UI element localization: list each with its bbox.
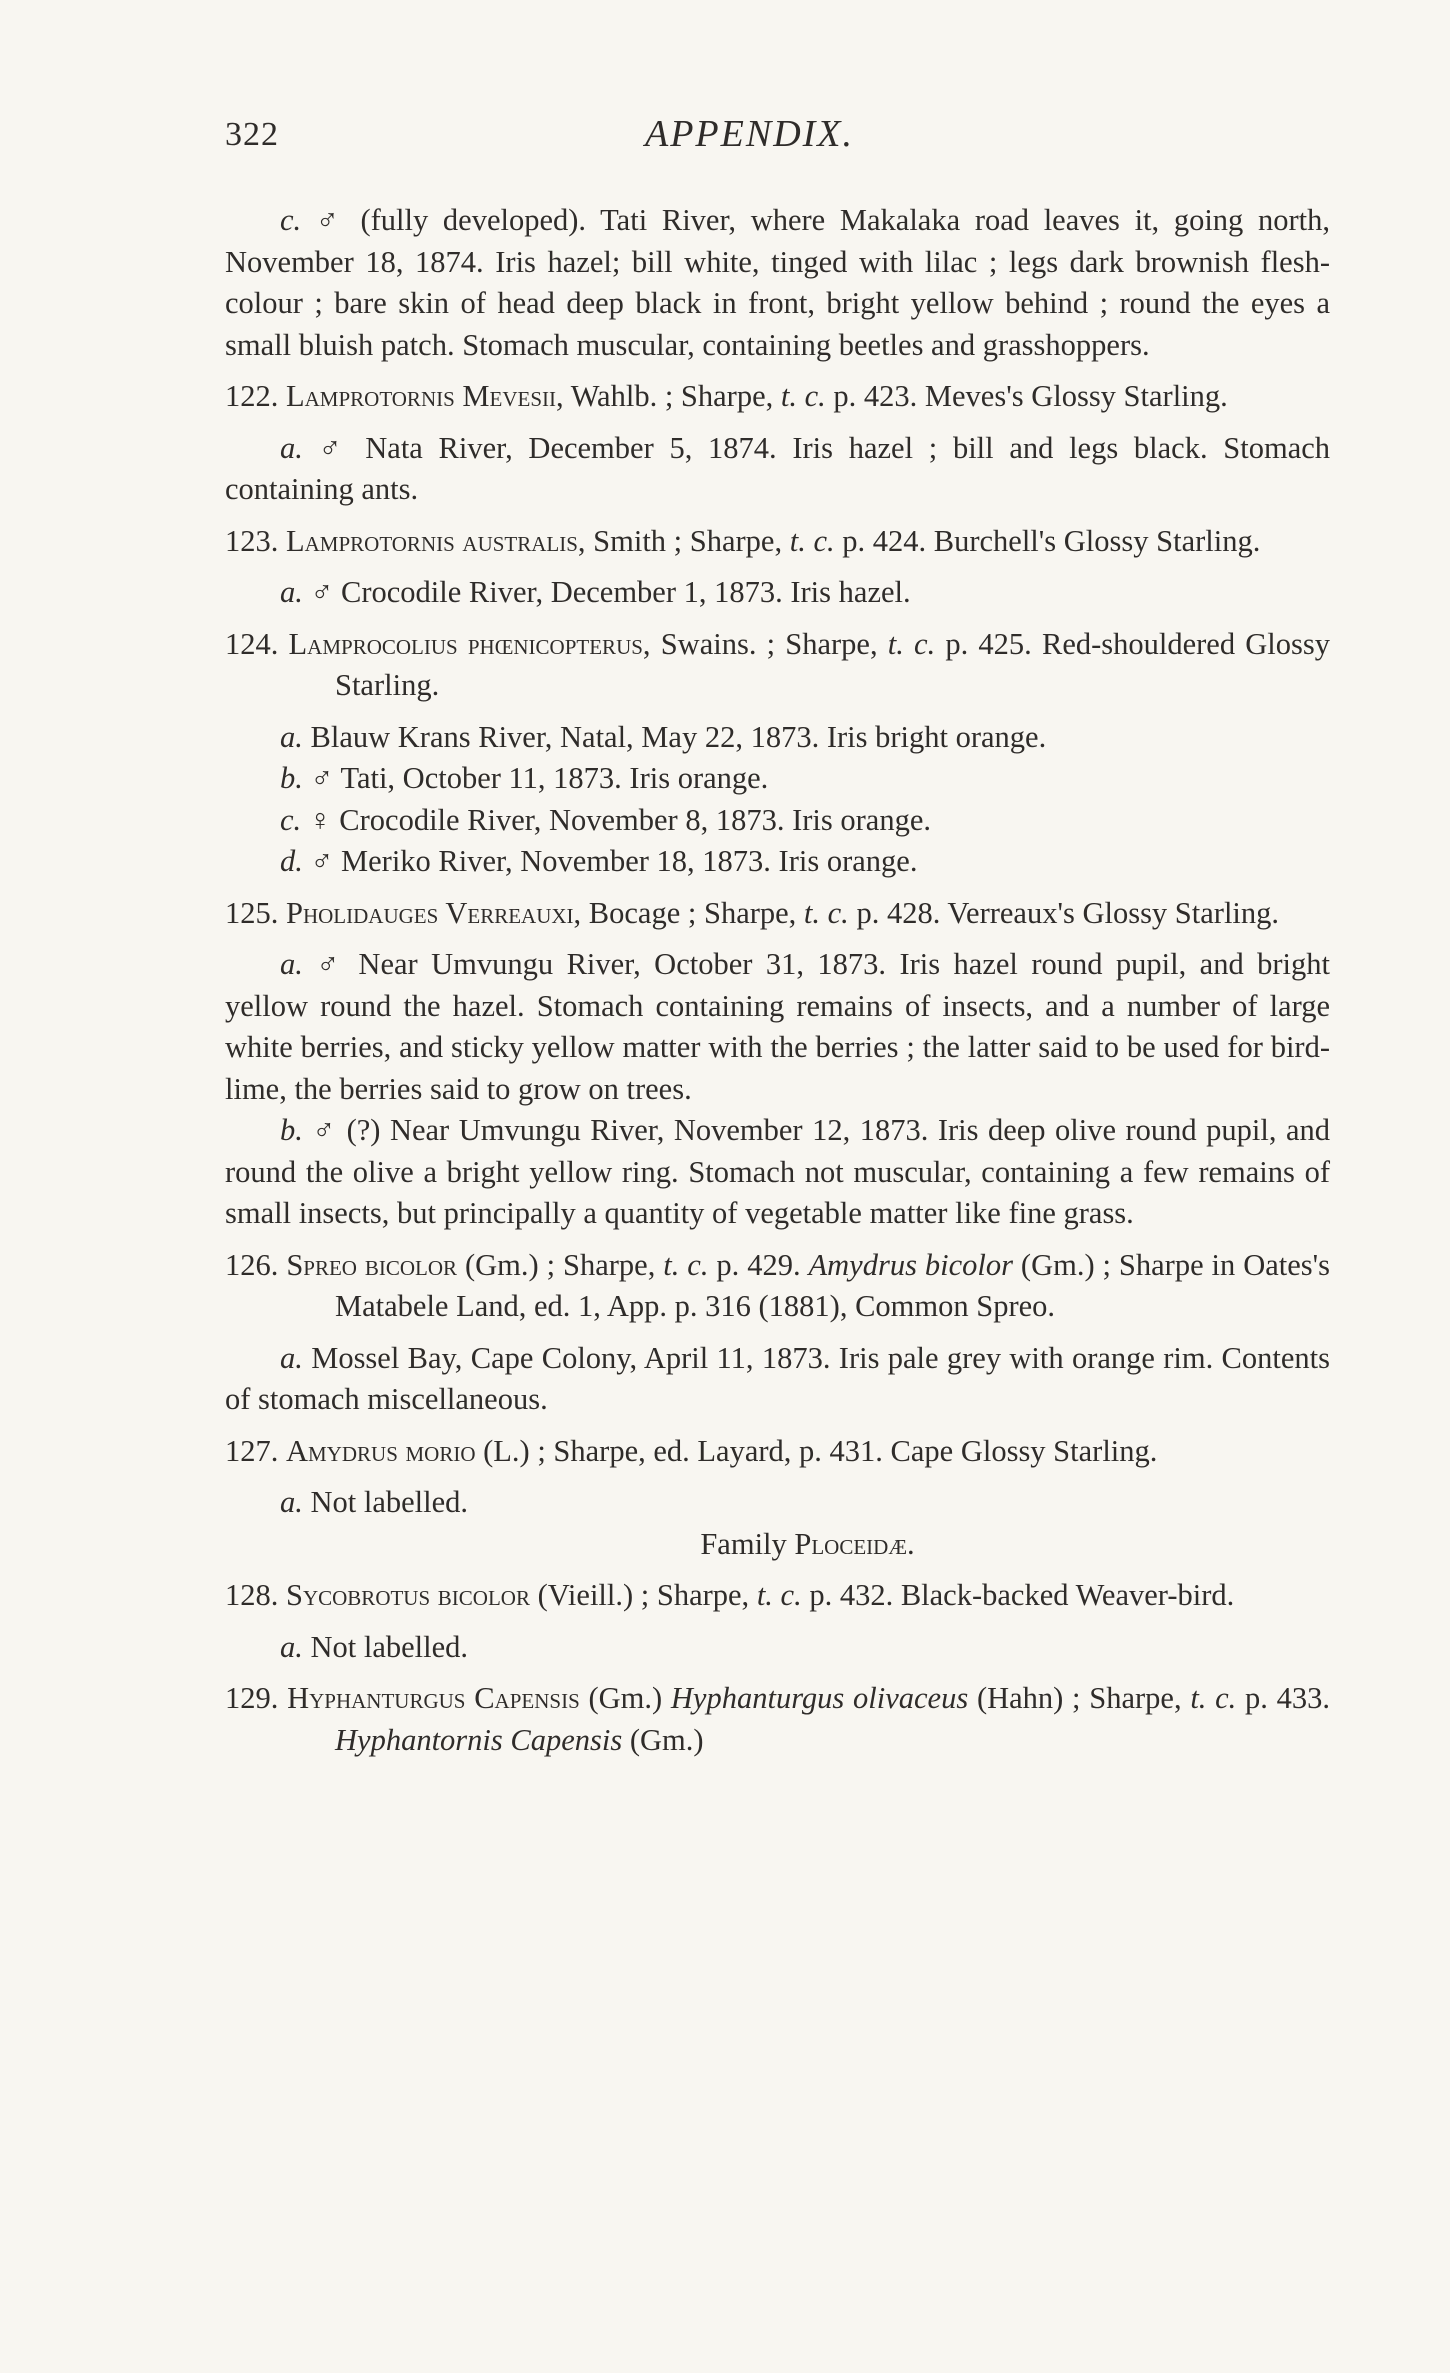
specimen-letter: a. <box>280 430 303 465</box>
specimen-text: Blauw Krans River, Natal, May 22, 1873. Iris bright orange. <box>302 719 1047 754</box>
specimen-entry <box>225 800 1330 842</box>
tc-abbrev: t. c. <box>756 1578 802 1612</box>
specimen-text: Nata River, December 5, 1874. Iris hazel ; bill and legs black. Stomach containing ants. <box>225 430 1331 506</box>
specimen-text: Not labelled. <box>302 1485 469 1519</box>
species-text: p. 433. <box>1236 1681 1331 1715</box>
family-label: Family <box>700 1526 795 1561</box>
species-entry <box>225 1245 1330 1328</box>
species-name: Lamprotornis Mevesii <box>286 379 557 413</box>
family-heading <box>225 1524 1330 1566</box>
specimen-letter: c. <box>280 203 302 237</box>
specimen-letter: a. <box>280 1629 303 1664</box>
species-entry <box>225 624 1330 707</box>
tc-abbrev: t. c. <box>803 895 849 930</box>
specimen-letter: b. <box>280 1113 303 1147</box>
tc-abbrev: t. c. <box>780 379 826 413</box>
species-entry <box>225 376 1330 418</box>
specimen-entry <box>225 572 1330 614</box>
specimen-entry <box>225 1338 1330 1421</box>
page-number: 322 <box>225 116 279 153</box>
species-number: 127. <box>225 1433 279 1468</box>
synonym-name: Amydrus bicolor <box>808 1247 1013 1282</box>
specimen-text: Crocodile River, December 1, 1873. Iris hazel. <box>333 575 911 609</box>
synonym-name: Hyphantornis Capensis <box>335 1722 623 1757</box>
specimen-text: Near Umvungu River, October 31, 1873. Iris hazel round pupil, and bright yellow round the hazel. Stomach containing remains of insects, and a number of large white berries, and sticky yellow matter with the berries ; the latter said to be used for bird-lime, the berries said to grow on trees. <box>225 947 1330 1106</box>
male-symbol: ♂ <box>316 947 345 981</box>
specimen-text: Mossel Bay, Cape Colony, April 11, 1873. Iris pale grey with orange rim. Contents of stomach miscellaneous. <box>225 1340 1330 1416</box>
specimen-entry <box>225 428 1330 511</box>
specimen-entry <box>225 1110 1330 1235</box>
running-head <box>225 112 1330 162</box>
specimen-letter: d. <box>280 844 303 878</box>
family-name: Ploceidæ. <box>794 1526 915 1561</box>
species-number: 124. <box>225 626 279 661</box>
specimen-entry <box>225 200 1330 366</box>
species-text: p. 424. Burchell's Glossy Starling. <box>834 523 1261 558</box>
species-text: (Gm.) <box>579 1681 671 1715</box>
species-number: 129. <box>225 1681 279 1715</box>
tc-abbrev: t. c. <box>1190 1681 1237 1715</box>
specimen-entry <box>225 1482 1330 1524</box>
species-text: p. 432. Black-backed Weaver-bird. <box>801 1578 1235 1612</box>
species-text: , Wahlb. ; Sharpe, <box>556 379 781 413</box>
species-text: , Swains. ; Sharpe, <box>642 626 888 661</box>
specimen-text: (?) Near Umvungu River, November 12, 1873. Iris deep olive round pupil, and round the olive a bright yellow ring. Stomach not muscular, containing a few remains of small insects, but principally a quantity of vegetable matter like fine grass. <box>225 1113 1331 1230</box>
specimen-entry <box>225 758 1330 800</box>
species-text: (Vieill.) ; Sharpe, <box>529 1578 757 1612</box>
species-name: Hyphanturgus Capensis <box>287 1681 580 1715</box>
specimen-letter: a. <box>280 719 303 754</box>
species-name: Amydrus morio <box>286 1433 476 1468</box>
female-symbol: ♀ <box>308 802 332 837</box>
specimen-text: (fully developed). Tati River, where Makalaka road leaves it, going north, November 18, 1874. Iris hazel; bill white, tinged with lilac ; legs dark brownish flesh-colour ; bare skin of head deep black in front, bright yellow behind ; round the eyes a small bluish patch. Stomach muscular, containing beetles and grasshoppers. <box>225 203 1331 362</box>
species-text: (Gm.) <box>622 1722 704 1757</box>
species-entry <box>225 1431 1330 1473</box>
species-name: Pholidauges Verreauxi <box>286 895 574 930</box>
specimen-text: Tati, October 11, 1873. Iris orange. <box>333 761 769 795</box>
tc-abbrev: t. c. <box>789 523 835 558</box>
species-text: , Bocage ; Sharpe, <box>573 895 804 930</box>
running-head-title: APPENDIX. <box>645 113 855 155</box>
specimen-text: Crocodile River, November 8, 1873. Iris orange. <box>331 802 931 837</box>
page-body <box>225 200 1330 1771</box>
species-name: Lamprotornis australis <box>286 523 578 558</box>
species-number: 123. <box>225 523 279 558</box>
tc-abbrev: t. c. <box>663 1247 709 1282</box>
specimen-text: Not labelled. <box>302 1629 469 1664</box>
species-text: p. 428. Verreaux's Glossy Starling. <box>848 895 1280 930</box>
male-symbol: ♂ <box>310 761 334 795</box>
species-entry <box>225 521 1330 563</box>
specimen-letter: c. <box>280 802 302 837</box>
species-text: (Gm.) ; Sharpe, <box>457 1247 664 1282</box>
specimen-letter: a. <box>280 1485 303 1519</box>
species-number: 128. <box>225 1578 279 1612</box>
species-text: p. 429. <box>708 1247 809 1282</box>
male-symbol: ♂ <box>318 430 350 465</box>
male-symbol: ♂ <box>310 844 334 878</box>
specimen-text: Meriko River, November 18, 1873. Iris orange. <box>333 844 918 878</box>
male-symbol: ♂ <box>312 1113 338 1147</box>
species-name: Lamprocolius phœnicopterus <box>288 626 643 661</box>
species-text: (Hahn) ; Sharpe, <box>968 1681 1191 1715</box>
species-number: 126. <box>225 1247 279 1282</box>
male-symbol: ♂ <box>315 203 346 237</box>
specimen-letter: a. <box>280 1340 303 1375</box>
specimen-entry <box>225 1627 1330 1669</box>
species-text: p. 423. Meves's Glossy Starling. <box>825 379 1228 413</box>
species-name: Spreo bicolor <box>286 1247 458 1282</box>
species-entry <box>225 893 1330 935</box>
species-text: , Smith ; Sharpe, <box>577 523 790 558</box>
specimen-letter: a. <box>280 947 303 981</box>
species-entry <box>225 1678 1330 1761</box>
species-entry <box>225 1575 1330 1617</box>
species-text: (L.) ; Sharpe, ed. Layard, p. 431. Cape Glossy Starling. <box>475 1433 1158 1468</box>
species-number: 125. <box>225 895 279 930</box>
species-text: p. 425. Red-shouldered Glossy Starling. <box>335 626 1331 702</box>
specimen-entry <box>225 841 1330 883</box>
specimen-entry <box>225 944 1330 1110</box>
tc-abbrev: t. c. <box>887 626 936 661</box>
specimen-letter: b. <box>280 761 303 795</box>
species-number: 122. <box>225 379 279 413</box>
specimen-entry <box>225 717 1330 759</box>
species-text: (Gm.) ; Sharpe in Oates's Matabele Land, ed. 1, App. p. 316 (1881), Common Spreo. <box>335 1247 1331 1323</box>
specimen-letter: a. <box>280 575 303 609</box>
synonym-name: Hyphanturgus olivaceus <box>670 1681 969 1715</box>
species-name: Sycobrotus bicolor <box>286 1578 530 1612</box>
male-symbol: ♂ <box>310 575 334 609</box>
